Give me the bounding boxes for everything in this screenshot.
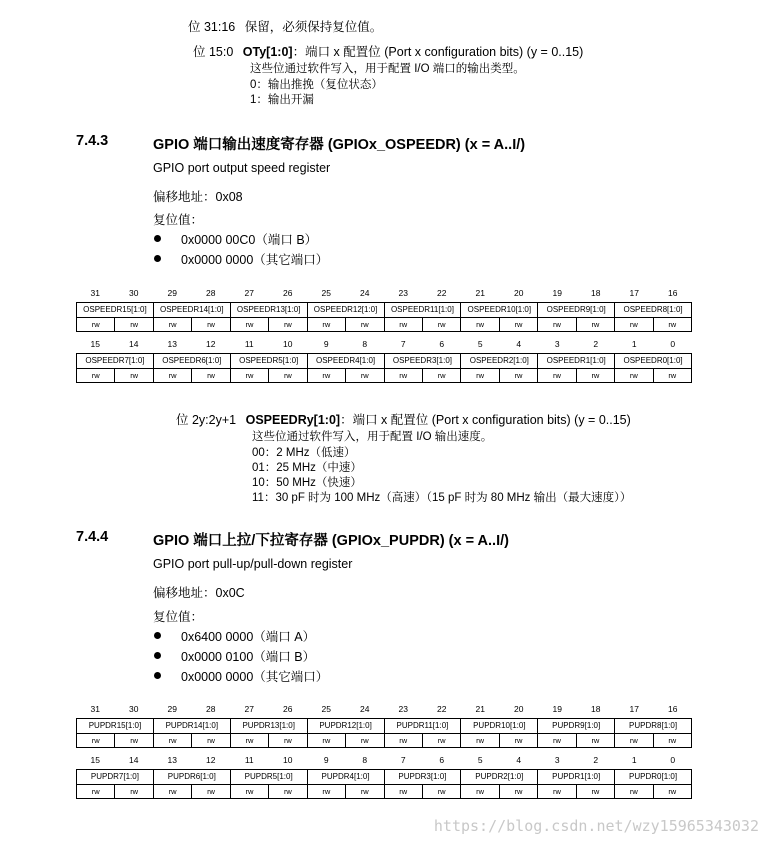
ospeedr-opt10: 10：50 MHz（快速） (252, 477, 362, 489)
bit-number: 1 (631, 339, 637, 349)
bullet-icon (154, 632, 161, 639)
bit-number: 24 (360, 704, 370, 714)
bit-number: 30 (129, 288, 139, 298)
register-field: PUPDR12[1:0] (307, 719, 384, 734)
access-cell: rw (230, 369, 268, 383)
access-cell: rw (615, 734, 653, 748)
bullet-icon (154, 672, 161, 679)
bit-number: 22 (437, 704, 447, 714)
oty-line1-text: 保留，必须保持复位值。 (244, 20, 383, 34)
bit-number: 4 (516, 755, 522, 765)
access-cell: rw (653, 734, 691, 748)
access-cell: rw (538, 785, 576, 799)
bit-number: 29 (167, 704, 177, 714)
access-cell: rw (384, 785, 422, 799)
access-cell: rw (77, 734, 115, 748)
access-cell: rw (115, 318, 153, 332)
register-field: PUPDR6[1:0] (153, 770, 230, 785)
register-field: PUPDR11[1:0] (384, 719, 461, 734)
bit-number: 0 (670, 339, 676, 349)
register-field: PUPDR15[1:0] (77, 719, 154, 734)
access-cell: rw (77, 318, 115, 332)
bit-number: 24 (360, 288, 370, 298)
pupdr-reset-label: 复位值： (153, 610, 204, 624)
section-number-ospeedr: 7.4.3 (76, 133, 109, 149)
pupdr-reset-value: 0x0000 0100（端口 B） (181, 650, 316, 664)
bit-number: 10 (283, 339, 293, 349)
register-field: OSPEEDR6[1:0] (153, 354, 230, 369)
access-cell: rw (615, 785, 653, 799)
bit-number: 7 (400, 755, 406, 765)
register-field: PUPDR5[1:0] (230, 770, 307, 785)
ospeedr-desc-line: 这些位通过软件写入，用于配置 I/O 输出速度。 (252, 431, 493, 443)
bit-number: 21 (475, 704, 485, 714)
pupdr-offset: 偏移地址：0x0C (153, 586, 245, 600)
access-cell: rw (192, 785, 230, 799)
register-field: OSPEEDR9[1:0] (538, 303, 615, 318)
bit-number: 8 (362, 755, 368, 765)
access-cell: rw (422, 785, 460, 799)
bit-number: 12 (206, 339, 216, 349)
register-field: PUPDR13[1:0] (230, 719, 307, 734)
access-cell: rw (461, 734, 499, 748)
bit-number: 17 (629, 704, 639, 714)
bit-number: 28 (206, 704, 216, 714)
access-cell: rw (384, 734, 422, 748)
access-cell: rw (153, 318, 191, 332)
access-cell: rw (153, 734, 191, 748)
ospeedr-reset-value: 0x0000 00C0（端口 B） (181, 233, 318, 247)
bit-number: 0 (670, 755, 676, 765)
bit-number: 6 (439, 339, 445, 349)
access-cell: rw (499, 734, 537, 748)
bit-number: 15 (90, 755, 100, 765)
access-cell: rw (230, 318, 268, 332)
register-field: PUPDR8[1:0] (615, 719, 692, 734)
access-cell: rw (384, 318, 422, 332)
access-cell: rw (269, 785, 307, 799)
access-cell: rw (346, 318, 384, 332)
bit-number: 23 (398, 704, 408, 714)
register-field: OSPEEDR12[1:0] (307, 303, 384, 318)
ospeedr-subtitle: GPIO port output speed register (153, 161, 331, 175)
bit-number: 4 (516, 339, 522, 349)
register-field: PUPDR3[1:0] (384, 770, 461, 785)
section-number-pupdr: 7.4.4 (76, 529, 109, 545)
bit-number: 19 (552, 288, 562, 298)
access-cell: rw (615, 318, 653, 332)
pupdr-bit-numbers-high (76, 704, 692, 716)
oty-line2 (193, 42, 583, 60)
access-cell: rw (538, 369, 576, 383)
bit-number: 18 (591, 288, 601, 298)
access-cell: rw (230, 785, 268, 799)
access-cell: rw (269, 318, 307, 332)
bit-number: 8 (362, 339, 368, 349)
access-cell: rw (307, 318, 345, 332)
bullet-icon (154, 652, 161, 659)
access-cell: rw (192, 318, 230, 332)
register-field: PUPDR9[1:0] (538, 719, 615, 734)
ospeedr-desc-label: 位 2y:2y+1 (176, 413, 237, 427)
register-field: PUPDR1[1:0] (538, 770, 615, 785)
access-cell: rw (653, 318, 691, 332)
access-cell: rw (538, 734, 576, 748)
access-cell: rw (576, 369, 614, 383)
bit-number: 3 (554, 339, 560, 349)
access-cell: rw (461, 369, 499, 383)
access-cell: rw (153, 369, 191, 383)
register-field: OSPEEDR11[1:0] (384, 303, 461, 318)
bullet-icon (154, 235, 161, 242)
bit-number: 20 (514, 704, 524, 714)
oty-field: OTy[1:0] (242, 45, 293, 59)
bit-number: 23 (398, 288, 408, 298)
access-cell: rw (346, 734, 384, 748)
bit-number: 11 (244, 755, 254, 765)
bit-number: 29 (167, 288, 177, 298)
bit-number: 25 (321, 288, 331, 298)
register-field: OSPEEDR14[1:0] (153, 303, 230, 318)
access-cell: rw (538, 318, 576, 332)
register-field: OSPEEDR2[1:0] (461, 354, 538, 369)
register-field: PUPDR2[1:0] (461, 770, 538, 785)
register-field: OSPEEDR1[1:0] (538, 354, 615, 369)
access-cell: rw (346, 369, 384, 383)
bit-number: 27 (244, 704, 254, 714)
pupdr-reset-value: 0x6400 0000（端口 A） (181, 630, 316, 644)
pupdr-register-low (76, 769, 692, 799)
bit-number: 15 (90, 339, 100, 349)
access-cell: rw (115, 369, 153, 383)
pupdr-bit-numbers-low (76, 755, 692, 767)
register-field: OSPEEDR13[1:0] (230, 303, 307, 318)
bit-number: 7 (400, 339, 406, 349)
bit-number: 10 (283, 755, 293, 765)
bit-number: 28 (206, 288, 216, 298)
access-cell: rw (307, 369, 345, 383)
bit-number: 1 (631, 755, 637, 765)
register-field: OSPEEDR7[1:0] (77, 354, 154, 369)
access-cell: rw (615, 369, 653, 383)
register-field: PUPDR14[1:0] (153, 719, 230, 734)
oty-desc: 这些位通过软件写入，用于配置 I/O 端口的输出类型。 (250, 63, 525, 75)
bit-number: 31 (90, 704, 100, 714)
oty-line1 (188, 17, 382, 35)
bit-number: 19 (552, 704, 562, 714)
bit-number: 16 (668, 288, 678, 298)
ospeedr-desc-text: ：端口 x 配置位 (Port x configuration bits) (y = 0..15) (340, 413, 631, 427)
bit-number: 11 (244, 339, 254, 349)
access-cell: rw (576, 318, 614, 332)
register-field: PUPDR7[1:0] (77, 770, 154, 785)
bit-number: 22 (437, 288, 447, 298)
bit-number: 26 (283, 704, 293, 714)
bit-number: 18 (591, 704, 601, 714)
bit-number: 25 (321, 704, 331, 714)
bit-number: 12 (206, 755, 216, 765)
access-cell: rw (307, 785, 345, 799)
bit-number: 27 (244, 288, 254, 298)
access-cell: rw (115, 734, 153, 748)
access-cell: rw (384, 369, 422, 383)
access-cell: rw (192, 369, 230, 383)
ospeedr-opt00: 00：2 MHz（低速） (252, 447, 356, 459)
section-title-ospeedr: GPIO 端口输出速度寄存器 (GPIOx_OSPEEDR) (x = A..I/) (153, 137, 526, 153)
register-field: PUPDR10[1:0] (461, 719, 538, 734)
bit-number: 17 (629, 288, 639, 298)
oty-line2-text: ：端口 x 配置位 (Port x configuration bits) (y = 0..15) (292, 45, 584, 59)
access-cell: rw (576, 734, 614, 748)
access-cell: rw (422, 318, 460, 332)
bit-number: 5 (477, 755, 483, 765)
access-cell: rw (192, 734, 230, 748)
access-cell: rw (576, 785, 614, 799)
register-field: OSPEEDR4[1:0] (307, 354, 384, 369)
bit-number: 16 (668, 704, 678, 714)
ospeedr-opt11: 11：30 pF 时为 100 MHz（高速）（15 pF 时为 80 MHz 输出（最大速度）） (252, 492, 632, 504)
oty-opt1: 1：输出开漏 (250, 94, 314, 106)
bit-number: 13 (167, 339, 177, 349)
oty-opt0: 0：输出推挽（复位状态） (250, 79, 383, 91)
ospeedr-register-low (76, 353, 692, 383)
access-cell: rw (230, 734, 268, 748)
access-cell: rw (461, 318, 499, 332)
register-field: OSPEEDR8[1:0] (615, 303, 692, 318)
access-cell: rw (653, 785, 691, 799)
bit-number: 9 (323, 339, 329, 349)
ospeedr-opt01: 01：25 MHz（中速） (252, 462, 362, 474)
access-cell: rw (499, 785, 537, 799)
bit-number: 6 (439, 755, 445, 765)
ospeedr-desc-head (176, 410, 631, 428)
register-field: PUPDR4[1:0] (307, 770, 384, 785)
access-cell: rw (461, 785, 499, 799)
access-cell: rw (269, 734, 307, 748)
ospeedr-desc-field: OSPEEDRy[1:0] (245, 413, 341, 427)
section-title-pupdr: GPIO 端口上拉/下拉寄存器 (GPIOx_PUPDR) (x = A..I/) (153, 533, 509, 549)
ospeedr-bit-numbers-high (76, 288, 692, 300)
ospeedr-reset-value: 0x0000 0000（其它端口） (181, 253, 329, 267)
access-cell: rw (77, 369, 115, 383)
access-cell: rw (422, 734, 460, 748)
oty-line2-label: 位 15:0 (193, 45, 234, 59)
access-cell: rw (422, 369, 460, 383)
pupdr-reset-value: 0x0000 0000（其它端口） (181, 670, 329, 684)
bit-number: 31 (90, 288, 100, 298)
access-cell: rw (115, 785, 153, 799)
register-field: OSPEEDR3[1:0] (384, 354, 461, 369)
bit-number: 21 (475, 288, 485, 298)
ospeedr-register-high (76, 302, 692, 332)
bit-number: 20 (514, 288, 524, 298)
access-cell: rw (653, 369, 691, 383)
bit-number: 2 (593, 755, 599, 765)
access-cell: rw (346, 785, 384, 799)
bit-number: 26 (283, 288, 293, 298)
access-cell: rw (499, 369, 537, 383)
bit-number: 9 (323, 755, 329, 765)
ospeedr-offset: 偏移地址：0x08 (153, 190, 243, 204)
bit-number: 30 (129, 704, 139, 714)
register-field: PUPDR0[1:0] (615, 770, 692, 785)
bullet-icon (154, 255, 161, 262)
access-cell: rw (269, 369, 307, 383)
bit-number: 14 (129, 339, 139, 349)
pupdr-subtitle: GPIO port pull-up/pull-down register (153, 557, 353, 571)
access-cell: rw (77, 785, 115, 799)
bit-number: 3 (554, 755, 560, 765)
bit-number: 14 (129, 755, 139, 765)
bit-number: 5 (477, 339, 483, 349)
register-field: OSPEEDR5[1:0] (230, 354, 307, 369)
pupdr-register-high (76, 718, 692, 748)
access-cell: rw (153, 785, 191, 799)
bit-number: 13 (167, 755, 177, 765)
access-cell: rw (499, 318, 537, 332)
register-field: OSPEEDR15[1:0] (77, 303, 154, 318)
ospeedr-reset-label: 复位值： (153, 213, 204, 227)
access-cell: rw (307, 734, 345, 748)
bit-number: 2 (593, 339, 599, 349)
ospeedr-bit-numbers-low (76, 339, 692, 351)
register-field: OSPEEDR0[1:0] (615, 354, 692, 369)
watermark: https://blog.csdn.net/wzy15965343032 (433, 817, 759, 835)
register-field: OSPEEDR10[1:0] (461, 303, 538, 318)
oty-line1-label: 位 31:16 (188, 20, 236, 34)
